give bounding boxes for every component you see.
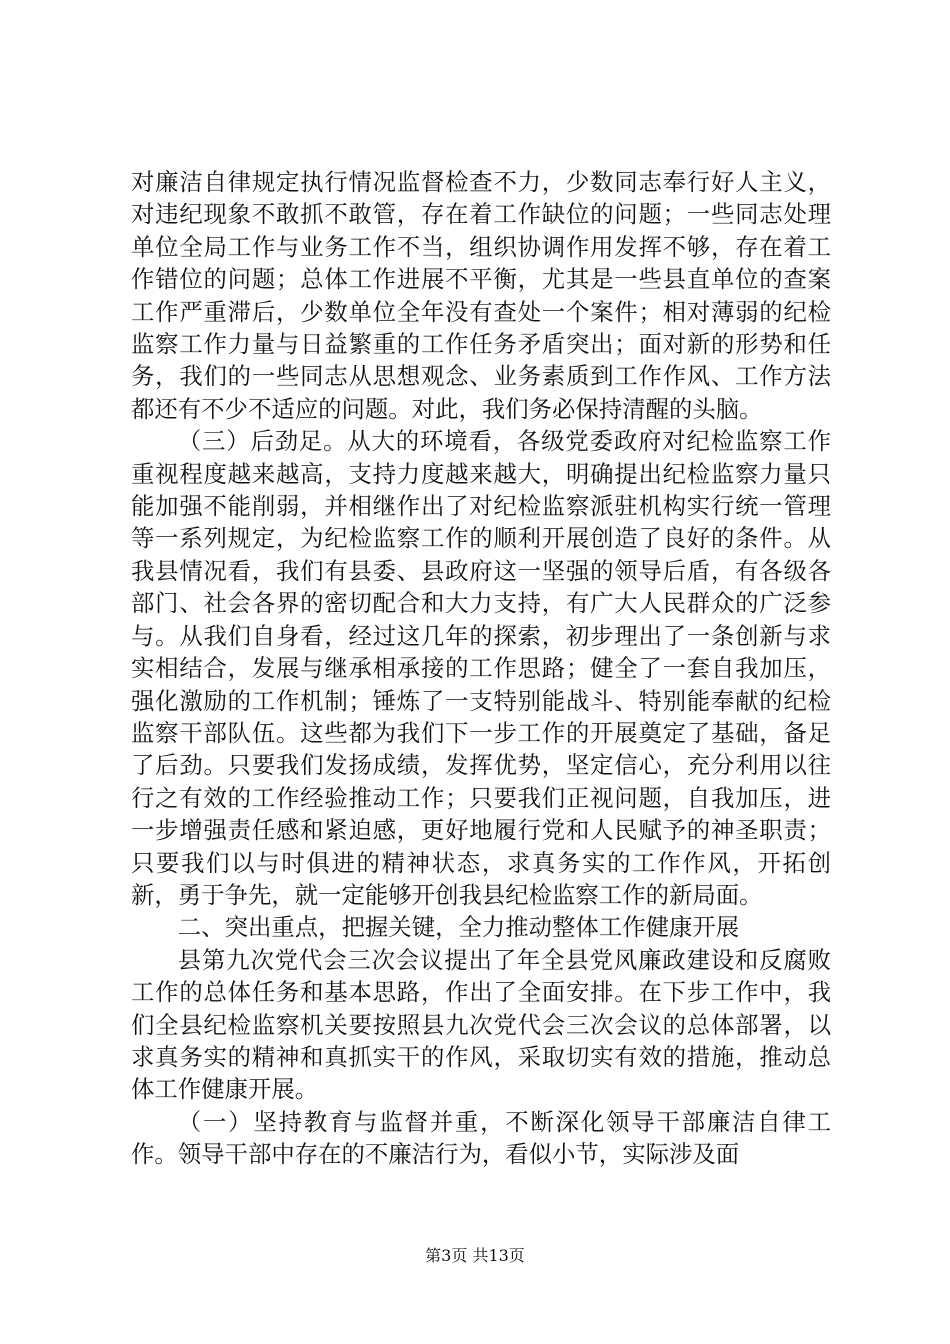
paragraph-intro: 县第九次党代会三次会议提出了年全县党风廉政建设和反腐败工作的总体任务和基本思路，作出了全面安排。在下步工作中，我们全县纪检监察机关要按照县九次党代会三次会议的总体部署，以求真务实的精神和真抓实干的作风，采取切实有效的措施，推动总体工作健康开展。 <box>131 945 831 1104</box>
paragraph-continuation: 对廉洁自律规定执行情况监督检查不力，少数同志奉行好人主义，对违纪现象不敢抓不敢管，存在着工作缺位的问题；一些同志处理单位全局工作与业务工作不当，组织协调作用发挥不够，存在着工作错位的问题；总体工作进展不平衡，尤其是一些县直单位的查案工作严重滞后，少数单位全年没有查处一个案件；相对薄弱的纪检监察工作力量与日益繁重的工作任务矛盾突出；面对新的形势和任务，我们的一些同志从思想观念、业务素质到工作作风、工作方法都还有不少不适应的问题。对此，我们务必保持清醒的头脑。 <box>131 168 831 423</box>
section-heading-2: 二、突出重点，把握关键，全力推动整体工作健康开展 <box>177 913 740 942</box>
page-footer: 第3页 共13页 <box>425 1246 525 1265</box>
paragraph-section-3: （三）后劲足。从大的环境看，各级党委政府对纪检监察工作重视程度越来越高，支持力度越来越大，明确提出纪检监察力量只能加强不能削弱，并相继作出了对纪检监察派驻机构实行统一管理等一系列规定，为纪检监察工作的顺利开展创造了良好的条件。从我县情况看，我们有县委、县政府这一坚强的领导后盾，有各级各部门、社会各界的密切配合和大力支持，有广大人民群众的广泛参与。从我们自身看，经过这几年的探索，初步理出了一条创新与求实相结合，发展与继承相承接的工作思路；健全了一套自我加压，强化激励的工作机制；锤炼了一支特别能战斗、特别能奉献的纪检监察干部队伍。这些都为我们下一步工作的开展奠定了基础，备足了后劲。只要我们发扬成绩，发挥优势，坚定信心，充分利用以往行之有效的工作经验推动工作；只要我们正视问题，自我加压，进一步增强责任感和紧迫感，更好地履行党和人民赋予的神圣职责；只要我们以与时俱进的精神状态，求真务实的工作作风，开拓创新，勇于争先，就一定能够开创我县纪检监察工作的新局面。 <box>131 427 831 909</box>
paragraph-subsection-1: （一）坚持教育与监督并重，不断深化领导干部廉洁自律工作。领导干部中存在的不廉洁行为，看似小节，实际涉及面 <box>131 1107 831 1169</box>
document-body <box>131 166 831 1171</box>
